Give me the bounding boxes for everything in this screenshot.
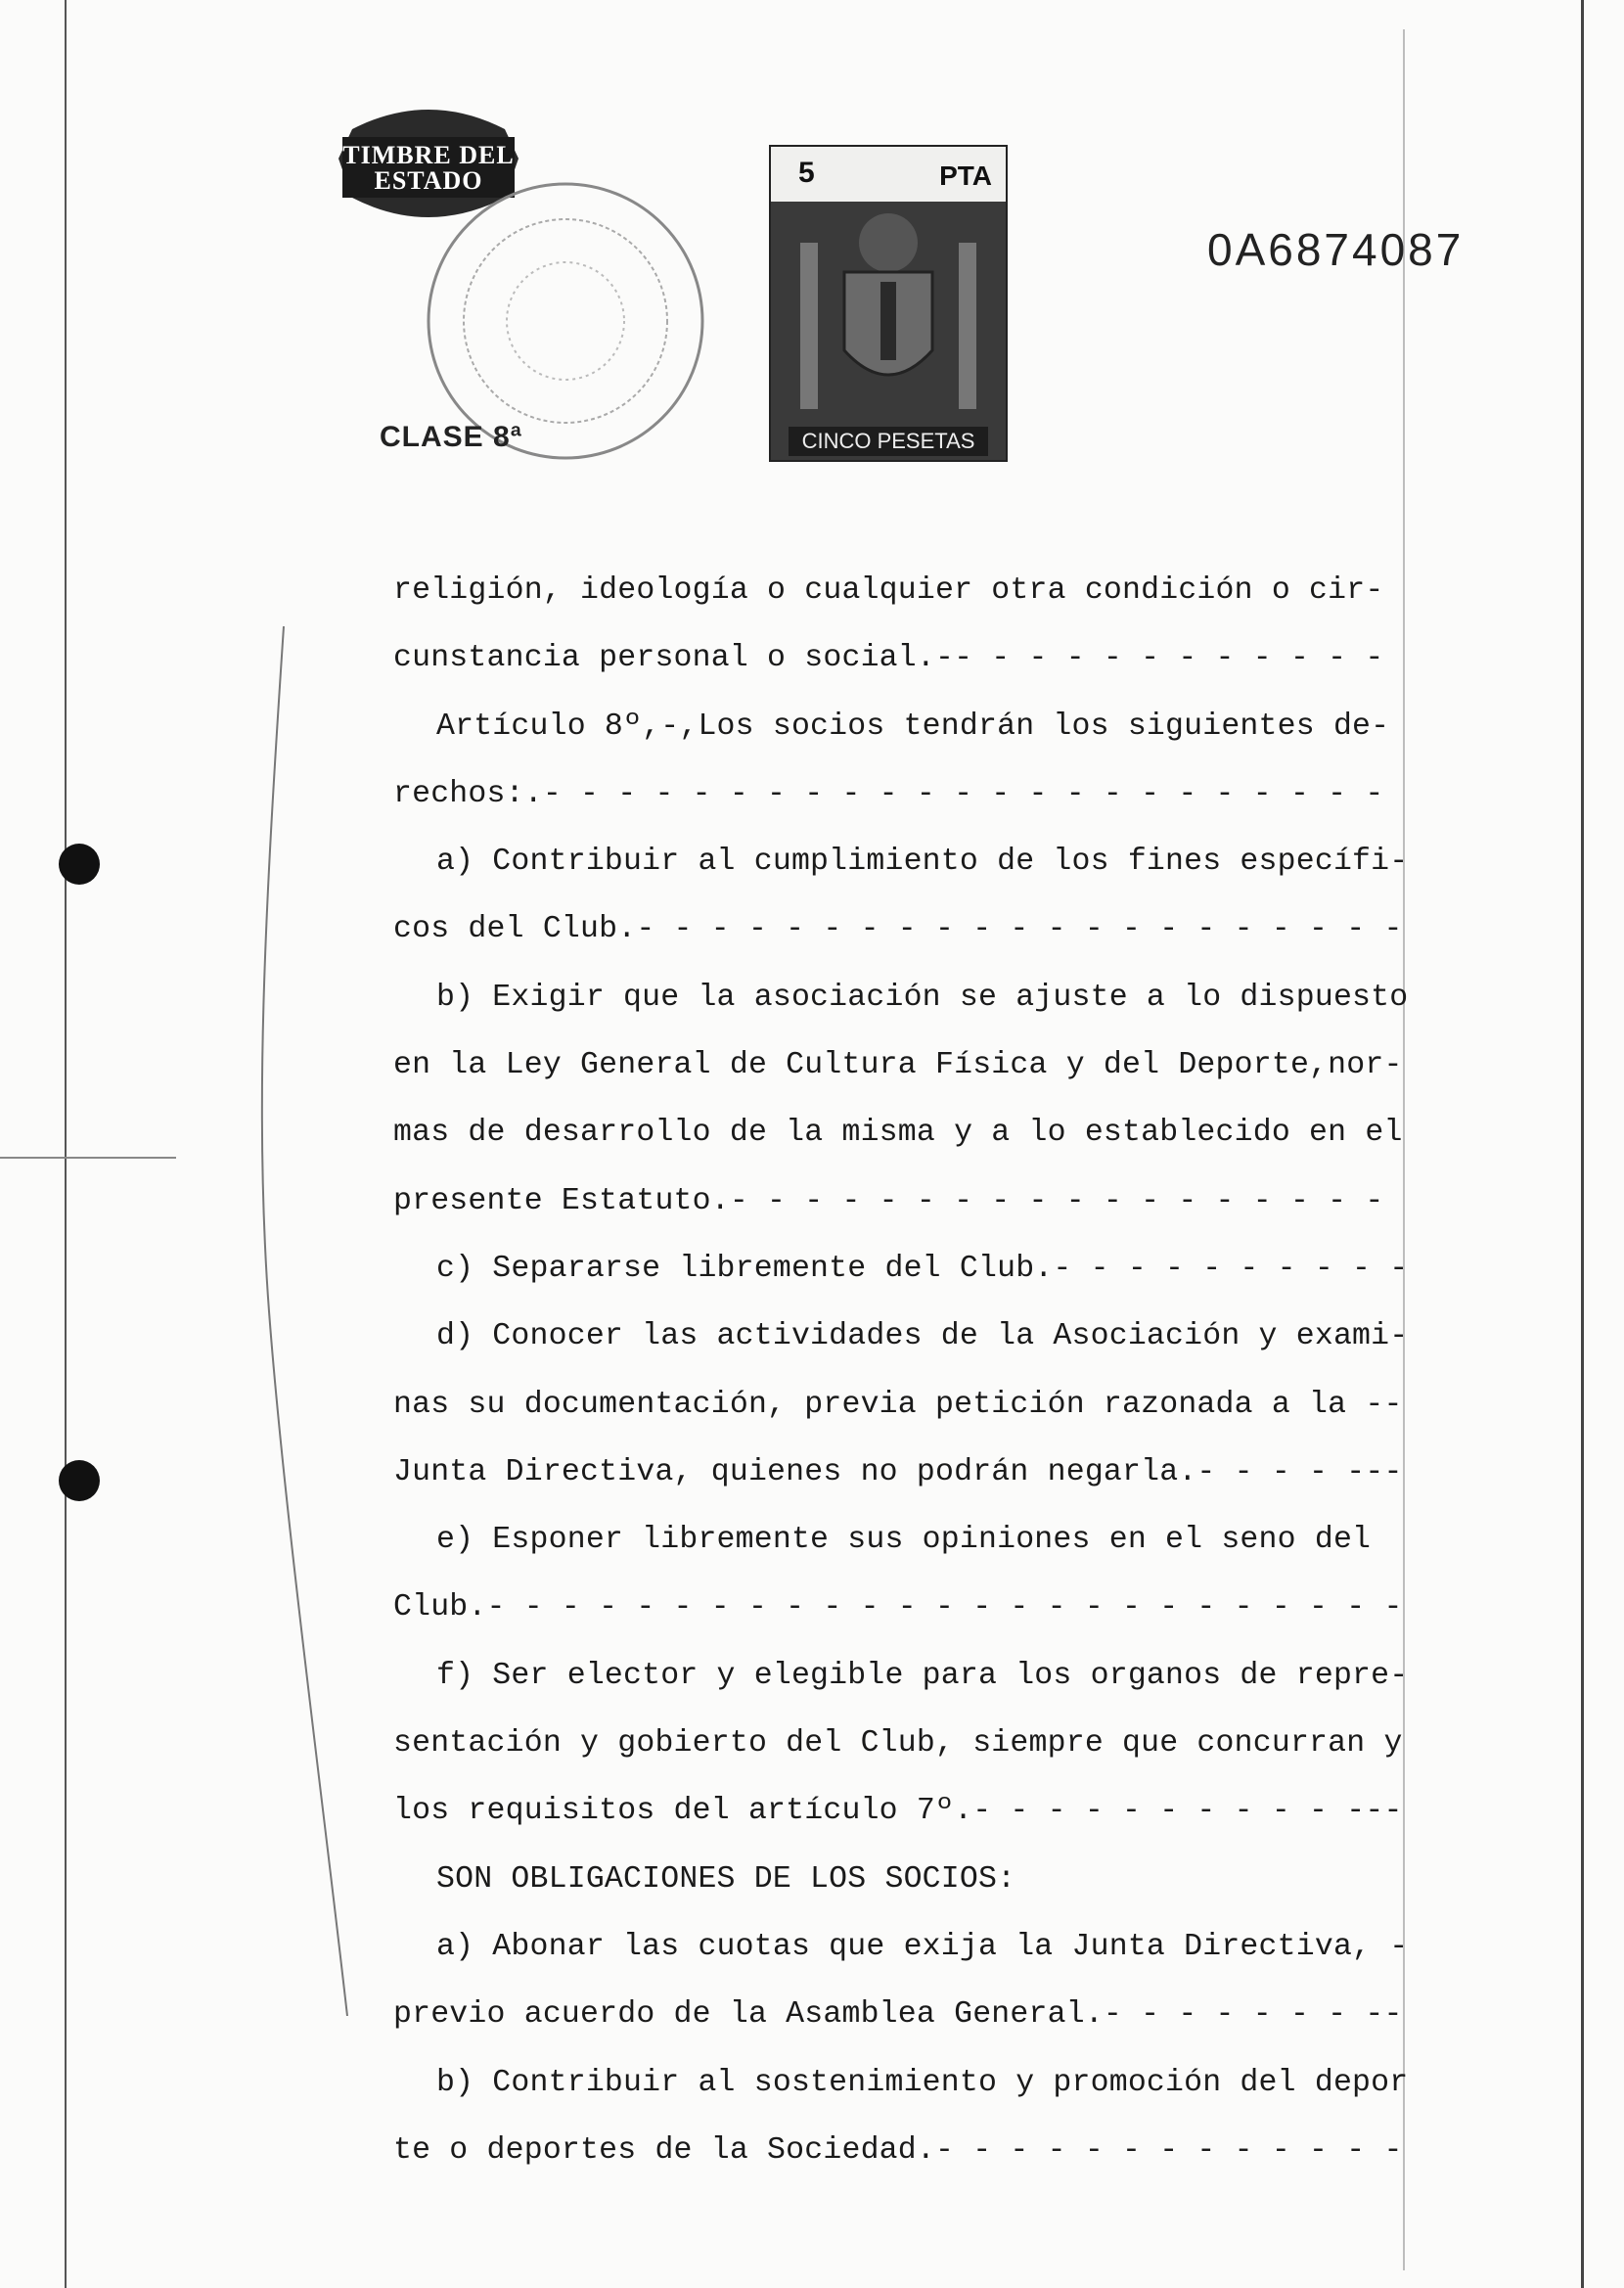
coat-of-arms-icon [790, 204, 986, 419]
serial-number: 0A6874087 [1207, 224, 1465, 275]
text-line: e) Esponer libremente sus opiniones en el seno del [436, 1523, 1372, 1558]
text-line: b) Contribuir al sostenimiento y promoción del depor [436, 2065, 1409, 2100]
text-line: en la Ley General de Cultura Física y del Deporte,nor- [393, 1048, 1403, 1083]
timbre-text: TIMBRE DEL ESTADO [342, 141, 515, 195]
text-line: f) Ser elector y elegible para los organos de repre- [436, 1658, 1409, 1693]
fiscal-stamp-unit: PTA [939, 160, 992, 191]
text-line: previo acuerdo de la Asamblea General.- - - - - - - -- [393, 1997, 1403, 2033]
text-line: c) Separarse libremente del Club.- - - - - - - - - - [436, 1251, 1409, 1286]
fiscal-stamp-value: 5 [798, 157, 815, 189]
text-line: los requisitos del artículo 7º.- - - - - - - - - - --- [393, 1794, 1403, 1829]
text-line: cos del Club.- - - - - - - - - - - - - - - - - - - - - [393, 912, 1403, 947]
text-line: mas de desarrollo de la misma y a lo establecido en el [393, 1116, 1403, 1151]
punch-hole-bottom [59, 1460, 100, 1501]
text-line: Club.- - - - - - - - - - - - - - - - - - - - - - - - - [393, 1590, 1403, 1625]
right-edge-line [1581, 0, 1584, 2288]
text-line: religión, ideología o cualquier otra condición o cir- [393, 573, 1384, 608]
text-line: cunstancia personal o social.-- - - - - - - - - - - - [393, 641, 1384, 676]
clase-label: CLASE 8ª [380, 421, 522, 453]
text-line: te o deportes de la Sociedad.- - - - - - - - - - - - - [393, 2132, 1403, 2168]
pencil-curve [254, 626, 352, 2016]
text-line: nas su documentación, previa petición razonada a la -- [393, 1387, 1403, 1422]
text-line: d) Conocer las actividades de la Asociación y exami- [436, 1319, 1409, 1354]
text-line: rechos:.- - - - - - - - - - - - - - - - - - - - - - - [393, 776, 1384, 811]
text-line: a) Abonar las cuotas que exija la Junta Directiva, - [436, 1929, 1409, 1964]
text-line: Junta Directiva, quienes no podrán negarla.- - - - --- [393, 1454, 1403, 1489]
document-body [393, 575, 1489, 2203]
punch-hole-top [59, 844, 100, 885]
text-line: Artículo 8º,-,Los socios tendrán los siguientes de- [436, 709, 1390, 744]
fiscal-stamp [769, 145, 1008, 462]
text-line: SON OBLIGACIONES DE LOS SOCIOS: [436, 1861, 1016, 1897]
text-line: sentación y gobierto del Club, siempre que concurran y [393, 1726, 1403, 1762]
fold-mark [0, 1157, 176, 1159]
fiscal-stamp-caption: CINCO PESETAS [789, 427, 988, 456]
text-line: a) Contribuir al cumplimiento de los fines específi- [436, 845, 1409, 880]
left-edge-line [65, 0, 67, 2288]
text-line: presente Estatuto.- - - - - - - - - - - - - - - - - - [393, 1183, 1384, 1218]
text-line: b) Exigir que la asociación se ajuste a lo dispuesto [436, 980, 1409, 1015]
